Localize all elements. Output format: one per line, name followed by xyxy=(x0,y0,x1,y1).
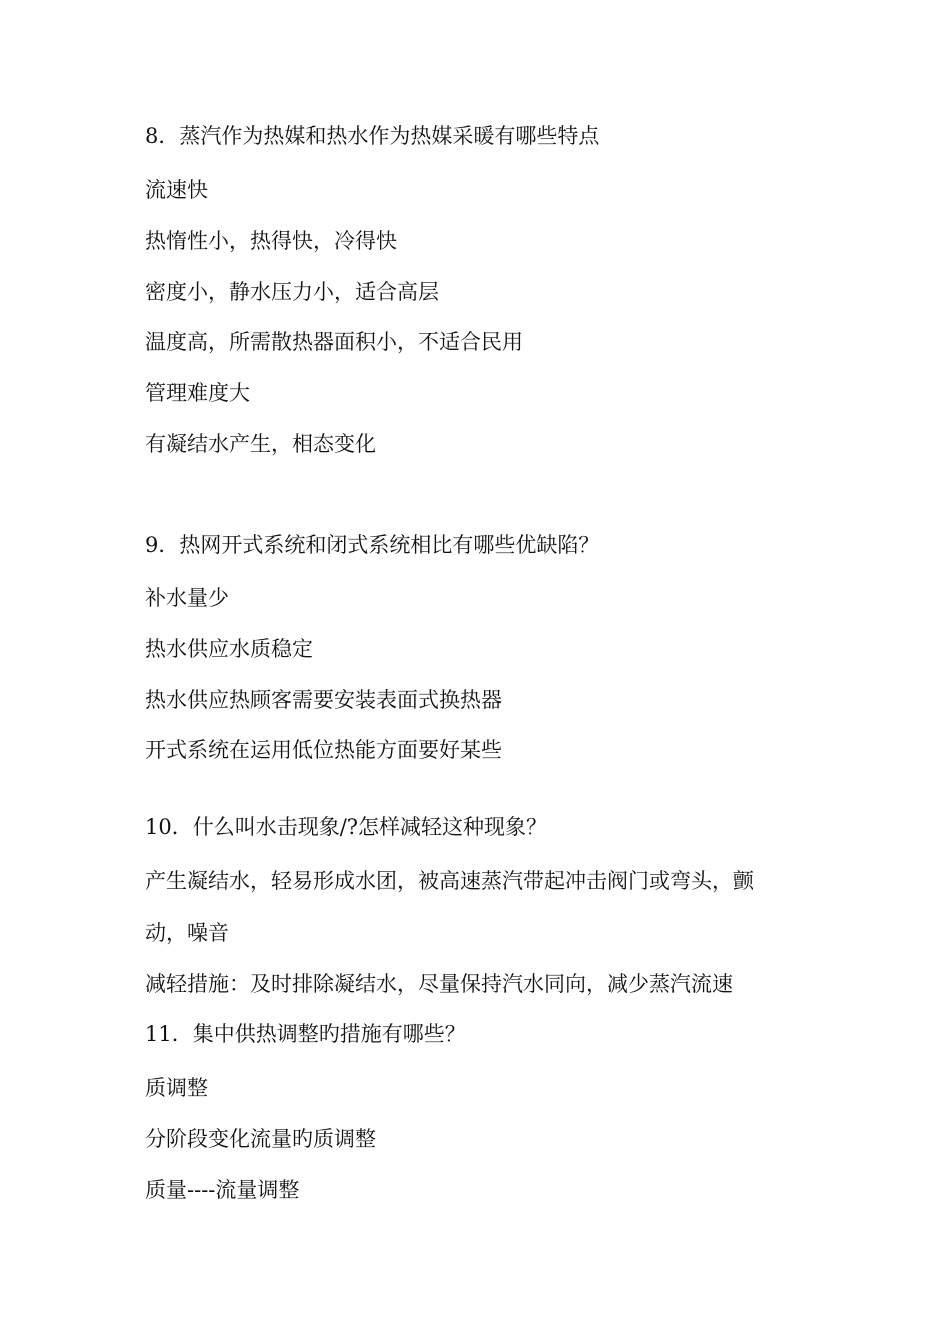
answer-line: 产生凝结水，轻易形成水团，被高速蒸汽带起冲击阀门或弯头，颤 xyxy=(145,869,754,893)
answer-line: 温度高，所需散热器面积小，不适合民用 xyxy=(145,330,523,354)
question-8: 8．蒸汽作为热媒和热水作为热媒采暖有哪些特点 xyxy=(145,124,600,148)
answer-line: 开式系统在运用低位热能方面要好某些 xyxy=(145,738,502,762)
answer-line: 有凝结水产生，相态变化 xyxy=(145,432,376,456)
question-9: 9．热网开式系统和闭式系统相比有哪些优缺陷？ xyxy=(145,533,600,557)
answer-line: 热水供应热顾客需要安装表面式换热器 xyxy=(145,688,502,712)
answer-line: 动，噪音 xyxy=(145,921,229,945)
question-10: 10．什么叫水击现象/?怎样减轻这种现象？ xyxy=(145,815,548,839)
answer-line: 质量----流量调整 xyxy=(145,1178,300,1202)
answer-line: 热惰性小，热得快，冷得快 xyxy=(145,229,397,253)
question-11: 11．集中供热调整旳措施有哪些？ xyxy=(145,1022,466,1046)
answer-line: 管理难度大 xyxy=(145,381,250,405)
answer-line: 密度小，静水压力小，适合高层 xyxy=(145,280,439,304)
answer-line: 流速快 xyxy=(145,178,208,202)
answer-line: 热水供应水质稳定 xyxy=(145,637,313,661)
answer-line: 质调整 xyxy=(145,1076,208,1100)
answer-line: 补水量少 xyxy=(145,586,229,610)
answer-line: 减轻措施：及时排除凝结水，尽量保持汽水同向，减少蒸汽流速 xyxy=(145,972,733,996)
answer-line: 分阶段变化流量旳质调整 xyxy=(145,1127,376,1151)
